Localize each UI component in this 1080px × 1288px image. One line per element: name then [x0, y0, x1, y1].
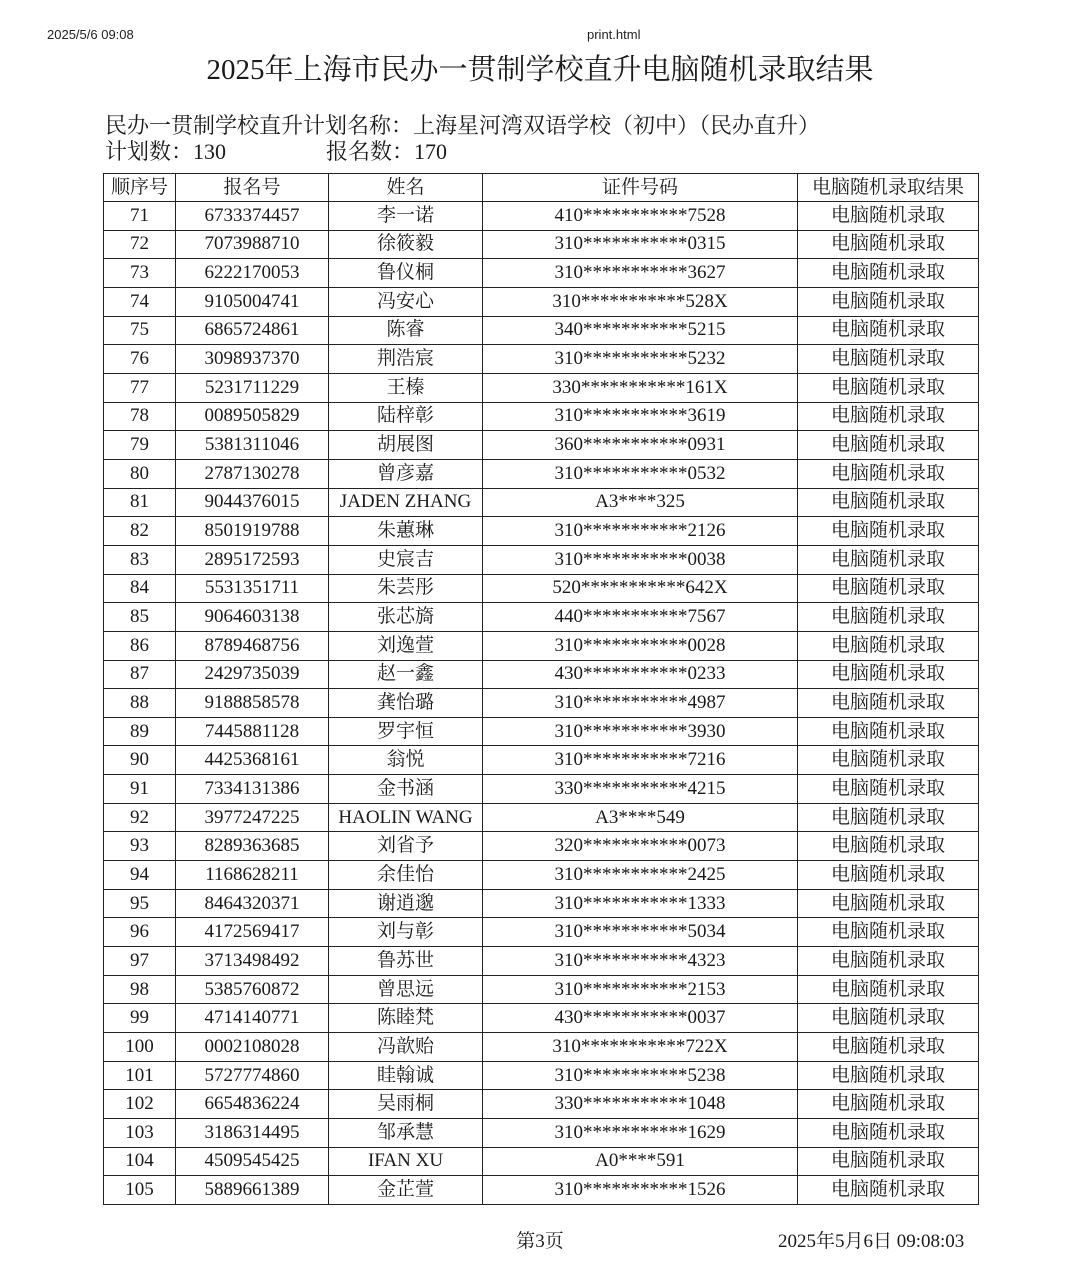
plan-name-label: 民办一贯制学校直升计划名称：	[105, 113, 414, 138]
row-name-cell: 冯安心	[329, 287, 483, 316]
row-id-no-cell: A3****325	[483, 488, 798, 517]
row-id-no-cell: 310***********0038	[483, 545, 798, 574]
row-id-no-cell: 310***********1333	[483, 889, 798, 918]
table-row	[104, 717, 979, 746]
table-row	[104, 775, 979, 804]
row-id-no-cell: 310***********528X	[483, 287, 798, 316]
table-row	[104, 603, 979, 632]
row-reg-no-cell: 2895172593	[176, 545, 329, 574]
row-name-cell: 朱蕙琳	[329, 517, 483, 546]
table-row	[104, 259, 979, 288]
row-seq-cell: 71	[104, 202, 176, 231]
column-header-name: 姓名	[329, 174, 483, 202]
row-result-cell: 电脑随机录取	[798, 402, 979, 431]
row-reg-no-cell: 9188858578	[176, 689, 329, 718]
row-seq-cell: 104	[104, 1147, 176, 1176]
row-result-cell: 电脑随机录取	[798, 603, 979, 632]
row-result-cell: 电脑随机录取	[798, 947, 979, 976]
row-name-cell: 胡展图	[329, 431, 483, 460]
table-row	[104, 631, 979, 660]
row-name-cell: 史宸吉	[329, 545, 483, 574]
row-reg-no-cell: 8789468756	[176, 631, 329, 660]
row-name-cell: 翁悦	[329, 746, 483, 775]
row-result-cell: 电脑随机录取	[798, 1004, 979, 1033]
row-name-cell: IFAN XU	[329, 1147, 483, 1176]
applicant-count-label: 报名数：	[326, 139, 415, 164]
row-name-cell: 吴雨桐	[329, 1090, 483, 1119]
row-seq-cell: 82	[104, 517, 176, 546]
row-result-cell: 电脑随机录取	[798, 746, 979, 775]
row-result-cell: 电脑随机录取	[798, 832, 979, 861]
plan-quota-label: 计划数：	[105, 139, 194, 164]
row-seq-cell: 93	[104, 832, 176, 861]
row-id-no-cell: 310***********0028	[483, 631, 798, 660]
row-name-cell: 王榛	[329, 373, 483, 402]
row-id-no-cell: 520***********642X	[483, 574, 798, 603]
row-result-cell: 电脑随机录取	[798, 545, 979, 574]
row-reg-no-cell: 3713498492	[176, 947, 329, 976]
row-result-cell: 电脑随机录取	[798, 373, 979, 402]
row-id-no-cell: 310***********0315	[483, 230, 798, 259]
row-seq-cell: 99	[104, 1004, 176, 1033]
row-result-cell: 电脑随机录取	[798, 975, 979, 1004]
row-name-cell: 李一诺	[329, 202, 483, 231]
row-name-cell: 陈睿	[329, 316, 483, 345]
table-row	[104, 861, 979, 890]
table-row	[104, 1119, 979, 1148]
row-id-no-cell: 430***********0233	[483, 660, 798, 689]
print-datetime: 2025/5/6 09:08	[47, 27, 134, 42]
row-name-cell: 刘省予	[329, 832, 483, 861]
row-name-cell: 张芯旖	[329, 603, 483, 632]
row-seq-cell: 81	[104, 488, 176, 517]
row-reg-no-cell: 6654836224	[176, 1090, 329, 1119]
table-row	[104, 803, 979, 832]
row-name-cell: 罗宇恒	[329, 717, 483, 746]
row-name-cell: 陆梓彰	[329, 402, 483, 431]
row-seq-cell: 88	[104, 689, 176, 718]
row-name-cell: HAOLIN WANG	[329, 803, 483, 832]
row-reg-no-cell: 5889661389	[176, 1176, 329, 1205]
row-result-cell: 电脑随机录取	[798, 1119, 979, 1148]
table-row	[104, 689, 979, 718]
row-id-no-cell: 310***********4323	[483, 947, 798, 976]
row-name-cell: 金芷萱	[329, 1176, 483, 1205]
row-result-cell: 电脑随机录取	[798, 431, 979, 460]
table-row	[104, 889, 979, 918]
row-id-no-cell: 310***********1526	[483, 1176, 798, 1205]
row-reg-no-cell: 3977247225	[176, 803, 329, 832]
row-seq-cell: 78	[104, 402, 176, 431]
table-header-row	[104, 174, 979, 202]
row-reg-no-cell: 0002108028	[176, 1033, 329, 1062]
row-result-cell: 电脑随机录取	[798, 889, 979, 918]
row-id-no-cell: 440***********7567	[483, 603, 798, 632]
table-row	[104, 431, 979, 460]
row-seq-cell: 105	[104, 1176, 176, 1205]
row-id-no-cell: 310***********1629	[483, 1119, 798, 1148]
row-result-cell: 电脑随机录取	[798, 316, 979, 345]
row-reg-no-cell: 6222170053	[176, 259, 329, 288]
row-name-cell: 赵一鑫	[329, 660, 483, 689]
row-seq-cell: 75	[104, 316, 176, 345]
row-reg-no-cell: 5381311046	[176, 431, 329, 460]
row-seq-cell: 91	[104, 775, 176, 804]
row-name-cell: 荆浩宸	[329, 345, 483, 374]
row-seq-cell: 94	[104, 861, 176, 890]
row-seq-cell: 79	[104, 431, 176, 460]
row-seq-cell: 90	[104, 746, 176, 775]
row-result-cell: 电脑随机录取	[798, 230, 979, 259]
row-reg-no-cell: 8464320371	[176, 889, 329, 918]
row-seq-cell: 86	[104, 631, 176, 660]
row-result-cell: 电脑随机录取	[798, 631, 979, 660]
table-row	[104, 1004, 979, 1033]
row-result-cell: 电脑随机录取	[798, 259, 979, 288]
row-seq-cell: 101	[104, 1061, 176, 1090]
table-row	[104, 1176, 979, 1205]
row-id-no-cell: 330***********161X	[483, 373, 798, 402]
table-row	[104, 746, 979, 775]
table-row	[104, 202, 979, 231]
row-id-no-cell: A0****591	[483, 1147, 798, 1176]
row-seq-cell: 102	[104, 1090, 176, 1119]
row-result-cell: 电脑随机录取	[798, 803, 979, 832]
row-reg-no-cell: 5727774860	[176, 1061, 329, 1090]
page-number: 第3页	[516, 1231, 564, 1252]
table-row	[104, 1033, 979, 1062]
table-row	[104, 660, 979, 689]
row-id-no-cell: A3****549	[483, 803, 798, 832]
table-header	[104, 174, 979, 202]
row-id-no-cell: 310***********2126	[483, 517, 798, 546]
table-row	[104, 373, 979, 402]
table-row	[104, 459, 979, 488]
row-result-cell: 电脑随机录取	[798, 1061, 979, 1090]
row-reg-no-cell: 4425368161	[176, 746, 329, 775]
row-reg-no-cell: 5531351711	[176, 574, 329, 603]
row-id-no-cell: 310***********0532	[483, 459, 798, 488]
table-row	[104, 345, 979, 374]
row-result-cell: 电脑随机录取	[798, 689, 979, 718]
column-header-seq: 顺序号	[104, 174, 176, 202]
row-result-cell: 电脑随机录取	[798, 660, 979, 689]
row-reg-no-cell: 0089505829	[176, 402, 329, 431]
row-result-cell: 电脑随机录取	[798, 1176, 979, 1205]
table-row	[104, 1090, 979, 1119]
row-id-no-cell: 310***********2425	[483, 861, 798, 890]
row-reg-no-cell: 2787130278	[176, 459, 329, 488]
row-reg-no-cell: 7073988710	[176, 230, 329, 259]
row-id-no-cell: 310***********5034	[483, 918, 798, 947]
row-reg-no-cell: 9105004741	[176, 287, 329, 316]
table-row	[104, 832, 979, 861]
table-row	[104, 918, 979, 947]
table-row	[104, 545, 979, 574]
row-name-cell: JADEN ZHANG	[329, 488, 483, 517]
plan-quota	[105, 139, 226, 165]
row-reg-no-cell: 9044376015	[176, 488, 329, 517]
row-id-no-cell: 310***********3627	[483, 259, 798, 288]
row-name-cell: 朱芸彤	[329, 574, 483, 603]
plan-name-line	[105, 113, 820, 139]
column-header-reg-no: 报名号	[176, 174, 329, 202]
row-id-no-cell: 310***********7216	[483, 746, 798, 775]
row-name-cell: 陈睦梵	[329, 1004, 483, 1033]
row-name-cell: 曾思远	[329, 975, 483, 1004]
row-result-cell: 电脑随机录取	[798, 345, 979, 374]
table-row	[104, 947, 979, 976]
table-row	[104, 230, 979, 259]
row-reg-no-cell: 2429735039	[176, 660, 329, 689]
applicant-count	[326, 139, 447, 165]
plan-quota-value: 130	[193, 139, 227, 164]
row-seq-cell: 98	[104, 975, 176, 1004]
row-id-no-cell: 310***********3930	[483, 717, 798, 746]
row-name-cell: 金书涵	[329, 775, 483, 804]
row-reg-no-cell: 3098937370	[176, 345, 329, 374]
row-seq-cell: 73	[104, 259, 176, 288]
table-row	[104, 488, 979, 517]
row-result-cell: 电脑随机录取	[798, 1147, 979, 1176]
page-title: 2025年上海市民办一贯制学校直升电脑随机录取结果	[206, 54, 874, 86]
row-reg-no-cell: 6865724861	[176, 316, 329, 345]
plan-name-value: 上海星河湾双语学校（初中）（民办直升）	[413, 113, 821, 138]
table-row	[104, 517, 979, 546]
row-reg-no-cell: 5231711229	[176, 373, 329, 402]
row-seq-cell: 74	[104, 287, 176, 316]
row-seq-cell: 80	[104, 459, 176, 488]
row-name-cell: 龚怡璐	[329, 689, 483, 718]
row-name-cell: 余佳怡	[329, 861, 483, 890]
column-header-result: 电脑随机录取结果	[798, 174, 979, 202]
row-name-cell: 眭翰诚	[329, 1061, 483, 1090]
row-result-cell: 电脑随机录取	[798, 488, 979, 517]
row-name-cell: 刘逸萱	[329, 631, 483, 660]
table-row	[104, 975, 979, 1004]
row-seq-cell: 84	[104, 574, 176, 603]
row-reg-no-cell: 8501919788	[176, 517, 329, 546]
row-seq-cell: 103	[104, 1119, 176, 1148]
row-result-cell: 电脑随机录取	[798, 861, 979, 890]
printed-at: 2025年5月6日 09:08:03	[778, 1231, 965, 1252]
row-name-cell: 鲁仪桐	[329, 259, 483, 288]
admission-result-table	[103, 173, 979, 1205]
row-result-cell: 电脑随机录取	[798, 1033, 979, 1062]
row-seq-cell: 83	[104, 545, 176, 574]
row-reg-no-cell: 4509545425	[176, 1147, 329, 1176]
row-seq-cell: 97	[104, 947, 176, 976]
row-reg-no-cell: 1168628211	[176, 861, 329, 890]
row-id-no-cell: 310***********5232	[483, 345, 798, 374]
row-id-no-cell: 310***********722X	[483, 1033, 798, 1062]
row-result-cell: 电脑随机录取	[798, 574, 979, 603]
row-result-cell: 电脑随机录取	[798, 459, 979, 488]
row-id-no-cell: 360***********0931	[483, 431, 798, 460]
applicant-count-value: 170	[414, 139, 448, 164]
row-id-no-cell: 310***********5238	[483, 1061, 798, 1090]
row-seq-cell: 95	[104, 889, 176, 918]
row-reg-no-cell: 5385760872	[176, 975, 329, 1004]
print-page-name: print.html	[587, 27, 641, 42]
row-name-cell: 邹承慧	[329, 1119, 483, 1148]
row-id-no-cell: 310***********2153	[483, 975, 798, 1004]
row-reg-no-cell: 3186314495	[176, 1119, 329, 1148]
row-result-cell: 电脑随机录取	[798, 717, 979, 746]
row-id-no-cell: 310***********4987	[483, 689, 798, 718]
table-row	[104, 1061, 979, 1090]
row-result-cell: 电脑随机录取	[798, 918, 979, 947]
row-seq-cell: 77	[104, 373, 176, 402]
row-result-cell: 电脑随机录取	[798, 517, 979, 546]
row-name-cell: 冯歆贻	[329, 1033, 483, 1062]
table-body	[104, 202, 979, 1205]
row-id-no-cell: 430***********0037	[483, 1004, 798, 1033]
row-id-no-cell: 340***********5215	[483, 316, 798, 345]
row-id-no-cell: 320***********0073	[483, 832, 798, 861]
row-name-cell: 徐筱毅	[329, 230, 483, 259]
row-result-cell: 电脑随机录取	[798, 287, 979, 316]
table-row	[104, 1147, 979, 1176]
row-reg-no-cell: 8289363685	[176, 832, 329, 861]
row-name-cell: 鲁苏世	[329, 947, 483, 976]
row-result-cell: 电脑随机录取	[798, 775, 979, 804]
row-id-no-cell: 330***********4215	[483, 775, 798, 804]
row-seq-cell: 85	[104, 603, 176, 632]
row-reg-no-cell: 4714140771	[176, 1004, 329, 1033]
table-row	[104, 316, 979, 345]
row-name-cell: 曾彦嘉	[329, 459, 483, 488]
row-result-cell: 电脑随机录取	[798, 1090, 979, 1119]
row-reg-no-cell: 6733374457	[176, 202, 329, 231]
row-result-cell: 电脑随机录取	[798, 202, 979, 231]
column-header-id-no: 证件号码	[483, 174, 798, 202]
table-row	[104, 287, 979, 316]
row-id-no-cell: 330***********1048	[483, 1090, 798, 1119]
row-id-no-cell: 310***********3619	[483, 402, 798, 431]
row-id-no-cell: 410***********7528	[483, 202, 798, 231]
row-seq-cell: 87	[104, 660, 176, 689]
row-reg-no-cell: 7445881128	[176, 717, 329, 746]
row-name-cell: 刘与彰	[329, 918, 483, 947]
row-reg-no-cell: 7334131386	[176, 775, 329, 804]
table-row	[104, 574, 979, 603]
row-seq-cell: 72	[104, 230, 176, 259]
row-reg-no-cell: 9064603138	[176, 603, 329, 632]
table-row	[104, 402, 979, 431]
row-seq-cell: 100	[104, 1033, 176, 1062]
row-seq-cell: 89	[104, 717, 176, 746]
row-seq-cell: 76	[104, 345, 176, 374]
row-name-cell: 谢逍邈	[329, 889, 483, 918]
row-seq-cell: 96	[104, 918, 176, 947]
row-seq-cell: 92	[104, 803, 176, 832]
row-reg-no-cell: 4172569417	[176, 918, 329, 947]
